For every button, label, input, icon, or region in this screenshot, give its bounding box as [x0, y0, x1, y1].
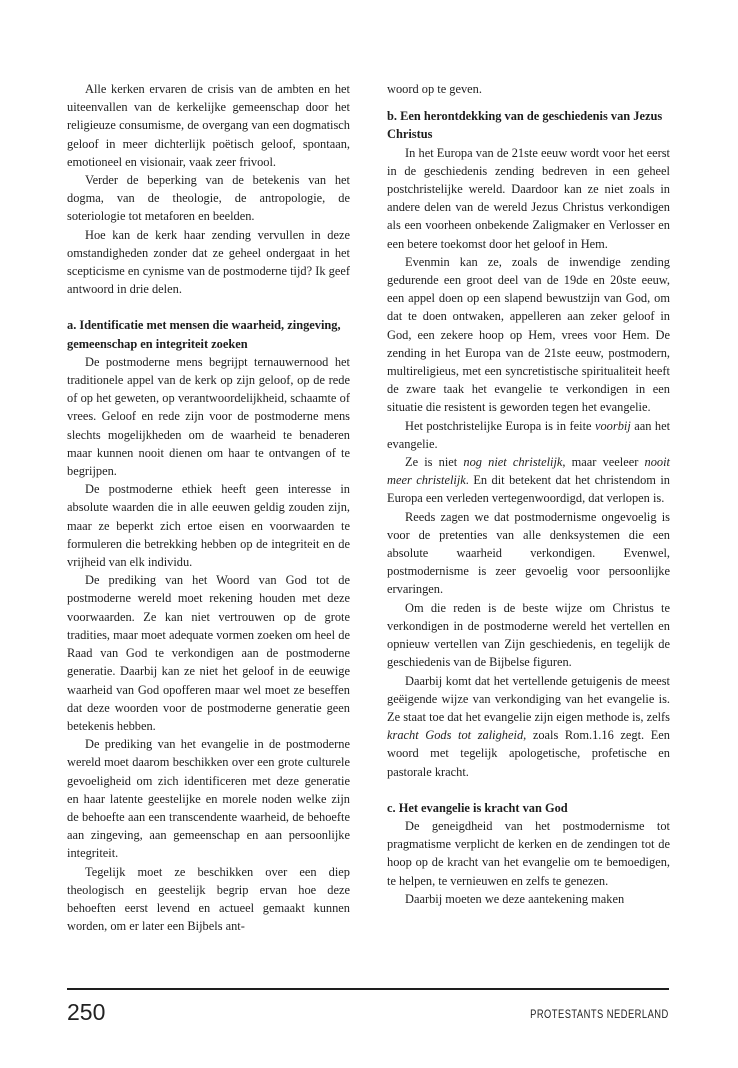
paragraph-continuation: woord op te geven. — [387, 82, 482, 96]
emphasis: kracht Gods tot zaligheid — [387, 728, 524, 743]
paragraph: De postmoderne ethiek heeft geen interesse in absolute waarden die in alle eeuwen geldig zouden zijn, maar ze beperkt zich ertoe eisen en voorwaarden te formuleren die betrekking hebben op de integriteit en de vrijheid van elk individu. — [67, 482, 350, 570]
paragraph — [387, 672, 670, 781]
right-column — [387, 80, 670, 908]
section-heading-a: a. Identificatie met mensen die waarheid, zingeving, gemeenschap en integriteit zoeken — [67, 318, 341, 351]
text-run: Ze is niet — [405, 455, 464, 470]
text-run: aan het evangelie. — [387, 418, 671, 451]
paragraph: De geneigdheid van het postmodernisme tot pragmatisme verplicht de kerken en de zendingen tot de hoop op de kracht van het evangelie om te bemoedigen, te helpen, te vernieuwen en zelfs te genezen. — [387, 818, 670, 888]
section-heading-c: c. Het evangelie is kracht van God — [387, 800, 568, 815]
text-run: Het postchristelijke Europa is in feite — [405, 418, 595, 433]
paragraph — [387, 453, 670, 508]
paragraph: In het Europa van de 21ste eeuw wordt voor het eerst in de geschiedenis zending bedreven in een geheel postchristelijke wereld. Daardoor kan ze niet zoals in andere delen van de wereld Jezus Christus verkondigen als een voorheen onbekende Zaligmaker en Verlosser en een betere toekomst door het geloof in Hem. — [387, 145, 670, 251]
paragraph: De prediking van het Woord van God tot de postmoderne wereld moet rekening houden met deze voorwaarden. Ze kan niet vertrouwen op de grote tradities, maar moet adequate vormen zoeken om heel de Raad van God te verkondigen aan de postmoderne generatie. Daarbij kan ze niet het geloof in de eeuwige waarheid van God opofferen maar wel moet ze beseffen dat deze woorden voor de postmoderne generatie geen betekenis hebben. — [67, 573, 350, 733]
left-column — [67, 80, 350, 935]
paragraph — [387, 417, 670, 453]
text-run: . En dit betekent dat het christendom in Europa een verleden vertegenwoordigd, dat verlopen is. — [387, 473, 671, 506]
emphasis: nooit meer christelijk — [387, 455, 670, 488]
paragraph: De postmoderne mens begrijpt ternauwernood het traditionele appel van de kerk op zijn geloof, op de rede of op het geweten, op verantwoordelijkheid, schaamte of vrees. Geloof en rede zijn voor de postmoderne mens slechts mogelijkheden om de waarheid te benaderen maar kunnen nooit dienen om haar te ontvangen of te begrijpen. — [67, 354, 350, 479]
page-number: 250 — [67, 999, 106, 1025]
paragraph: De prediking van het evangelie in de postmoderne wereld moet daarom beschikken over een grote culturele gevoeligheid om zich identificeren met deze generatie en haar latente geestelijke en morele noden welke zijn de behoefte aan een transcendente waarheid, de behoefte aan zingeving, aan gemeenschap en aan persoonlijke integriteit. — [67, 737, 350, 861]
paragraph: Om die reden is de beste wijze om Christus te verkondigen in de postmoderne wereld het vertellen en opnieuw vertellen van Zijn geschiedenis, en tegelijk de geschiedenis van de Bijbelse figuren. — [387, 600, 670, 670]
paragraph: Hoe kan de kerk haar zending vervullen in deze omstandigheden zonder dat ze geheel ondergaat in het scepticisme en cynisme van de postmoderne tijd? Ik geef antwoord in drie delen. — [67, 227, 350, 297]
section-heading-b: b. Een herontdekking van de geschiedenis van Jezus Christus — [387, 109, 663, 142]
emphasis: voorbij — [594, 418, 631, 433]
paragraph: Verder de beperking van de betekenis van het dogma, van de theologie, de antropologie, de soteriologie tot metaforen en beelden. — [67, 173, 350, 224]
paragraph: Evenmin kan ze, zoals de inwendige zending gedurende een groot deel van de 19de en 20ste eeuw, een appel doen op een slapend bewustzijn van God, om dat te doen ontwaken, appelleren aan zeker geloof in God, een zekere hoop op Hem, vrees voor Hem. De zending in het Europa van de 21ste eeuw, postmodern, multireligieus, met een syncretistische spiritualiteit heeft de zware taak het evangelie te verkondigen in een situatie die resistent is geworden tegen het evangelie. — [387, 254, 670, 415]
text-run: , maar veeleer — [562, 455, 645, 470]
emphasis: nog niet christelijk — [463, 455, 563, 470]
text-run: Daarbij komt dat het vertellende getuigenis de meest geëigende wijze van verkondiging van het evangelie is. Ze staat toe dat het evangelie zijn eigen methode is, zelfs — [387, 673, 670, 724]
footer-rule — [67, 988, 669, 990]
text-run: , zoals Rom.1.16 zegt. Een woord met tegelijk apologetische, profetische en pastorale kracht. — [387, 728, 670, 779]
paragraph: Daarbij moeten we deze aantekening maken — [405, 891, 625, 906]
paragraph: Tegelijk moet ze beschikken over een diep theologisch en geestelijk begrip ervan hoe deze behoeften eerst levend en actueel gemaakt kunnen worden, om er later een Bijbels ant- — [67, 864, 350, 934]
publication-title: PROTESTANTS NEDERLAND — [530, 1007, 669, 1021]
paragraph: Reeds zagen we dat postmodernisme ongevoelig is voor de pretenties van alle denksystemen die een absolute waarheid verkondigen. Evenwel, postmodernisme is zeer gevoelig voor persoonlijke ervaringen. — [387, 509, 670, 597]
paragraph: Alle kerken ervaren de crisis van de ambten en het uiteenvallen van de kerkelijke gemeenschap door het religieuze consumisme, de overgang van een dogmatisch geloof in meer dichterlijk poëtisch geloof, spontaan, emotioneel en visionair, vaak zeer frivool. — [67, 82, 350, 169]
